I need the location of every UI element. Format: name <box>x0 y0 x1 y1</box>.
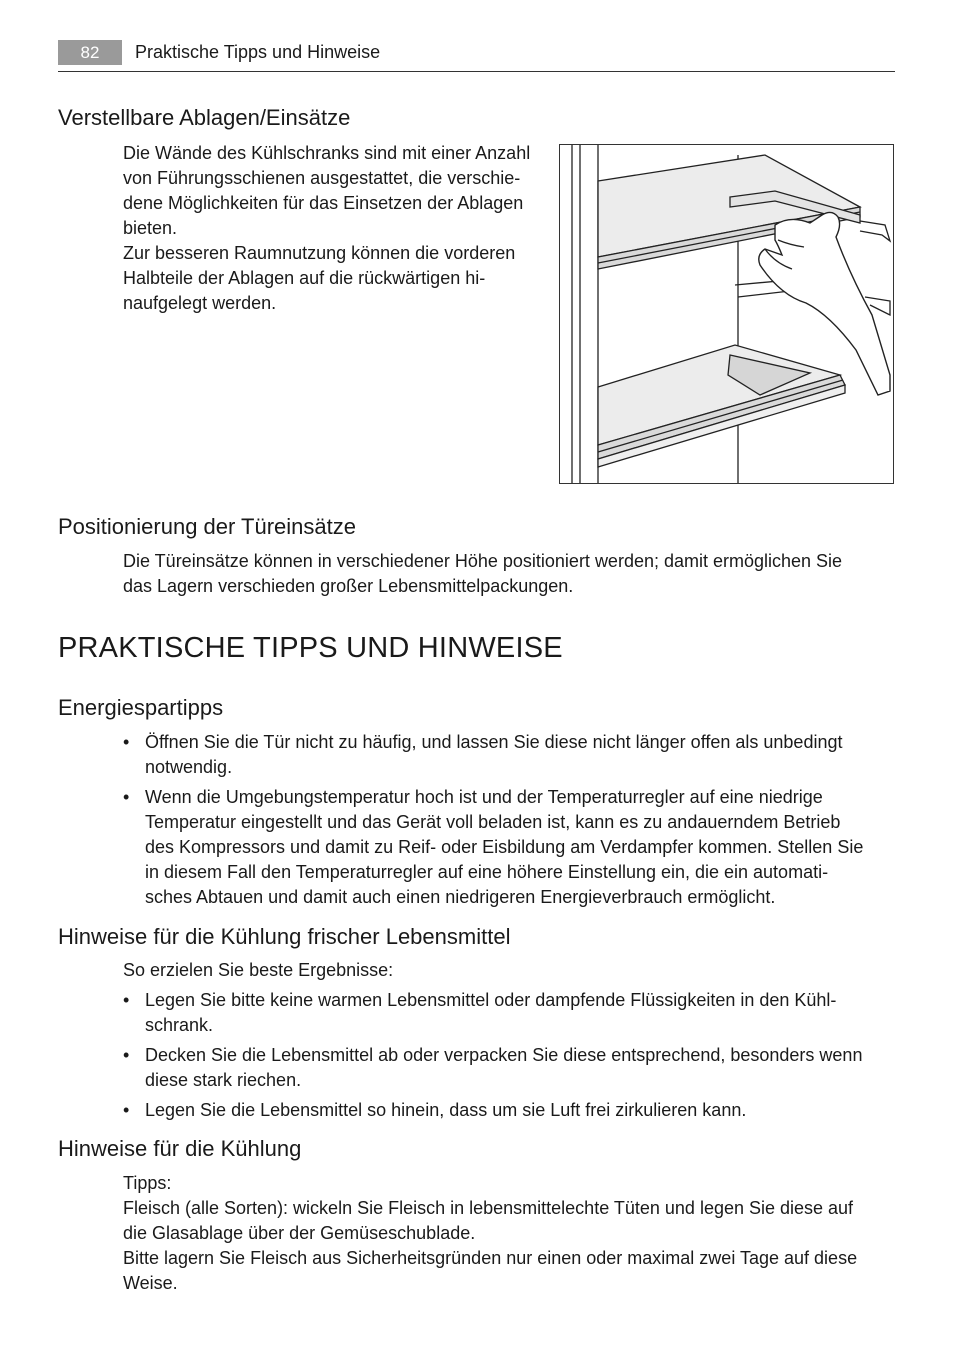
shelf-illustration <box>559 144 894 484</box>
text-line: diese stark riechen. <box>145 1070 302 1090</box>
para-tuereinsaetze <box>123 549 842 599</box>
list-frisch <box>123 988 862 1128</box>
heading-tuereinsaetze: Positionierung der Türeinsätze <box>58 514 356 539</box>
text-line: bieten. <box>123 218 178 238</box>
para-ablagen <box>123 141 530 316</box>
bullet-icon: • <box>123 732 130 752</box>
shelf-drawing <box>560 145 893 483</box>
text-line: Fleisch (alle Sorten): wickeln Sie Fleisch in lebensmittelechte Tüten und legen Sie diese auf <box>123 1198 854 1218</box>
text-line: Halbteile der Ablagen auf die rückwärtigen hi- <box>123 268 486 288</box>
page-header <box>58 40 895 72</box>
bullet-icon: • <box>123 990 130 1010</box>
main-title: PRAKTISCHE TIPPS UND HINWEISE <box>58 632 563 664</box>
text-line: das Lagern verschieden großer Lebensmittelpackungen. <box>123 576 574 596</box>
text-line: Decken Sie die Lebensmittel ab oder verpacken Sie diese entsprechend, besonders wenn <box>145 1045 863 1065</box>
text-line: Tipps: <box>123 1173 172 1193</box>
bullet-icon: • <box>123 1045 130 1065</box>
intro-frisch <box>123 958 393 983</box>
text-line: naufgelegt werden. <box>123 293 277 313</box>
bullet-icon: • <box>123 1100 130 1120</box>
text-line: sches Abtauen und damit auch einen niedrigeren Energieverbrauch ermöglicht. <box>145 887 776 907</box>
text-line: notwendig. <box>145 757 233 777</box>
heading-kuehlung: Hinweise für die Kühlung <box>58 1136 302 1161</box>
text-line: Temperatur eingestellt und das Gerät voll beladen ist, kann es zu andauerndem Betrieb <box>145 812 841 832</box>
heading-energie: Energiespartipps <box>58 695 224 720</box>
running-title: Praktische Tipps und Hinweise <box>135 42 381 62</box>
list-energie <box>123 730 863 915</box>
text-line: Die Wände des Kühlschranks sind mit einer Anzahl <box>123 143 531 163</box>
text-line: in diesem Fall den Temperaturregler auf eine höhere Einstellung ein, die ein automati- <box>145 862 829 882</box>
list-item <box>123 988 862 1038</box>
text-line: Die Türeinsätze können in verschiedener Höhe positioniert werden; damit ermöglichen Sie <box>123 551 843 571</box>
text-line: Weise. <box>123 1273 178 1293</box>
text-line: von Führungsschienen ausgestattet, die verschie- <box>123 168 521 188</box>
text-line: So erzielen Sie beste Ergebnisse: <box>123 960 394 980</box>
text-line: Legen Sie bitte keine warmen Lebensmittel oder dampfende Flüssigkeiten in den Kühl- <box>145 990 837 1010</box>
text-line: Öffnen Sie die Tür nicht zu häufig, und lassen Sie diese nicht länger offen als unbedingt <box>145 732 843 752</box>
list-item <box>123 730 863 780</box>
list-item <box>123 1098 862 1123</box>
text-line: dene Möglichkeiten für das Einsetzen der Ablagen <box>123 193 524 213</box>
text-line: Wenn die Umgebungstemperatur hoch ist und der Temperaturregler auf eine niedrige <box>145 787 823 807</box>
heading-frisch: Hinweise für die Kühlung frischer Lebensmittel <box>58 924 511 949</box>
bullet-icon: • <box>123 787 130 807</box>
text-line: schrank. <box>145 1015 214 1035</box>
list-item <box>123 1043 862 1093</box>
list-item <box>123 785 863 910</box>
text-line: des Kompressors und damit zu Reif- oder Eisbildung am Verdampfer kommen. Stellen Sie <box>145 837 864 857</box>
heading-ablagen: Verstellbare Ablagen/Einsätze <box>58 105 351 130</box>
text-line: die Glasablage über der Gemüseschublade. <box>123 1223 476 1243</box>
text-line: Legen Sie die Lebensmittel so hinein, dass um sie Luft frei zirkulieren kann. <box>145 1100 747 1120</box>
para-kuehlung <box>123 1171 857 1296</box>
page-number: 82 <box>58 40 122 65</box>
text-line: Bitte lagern Sie Fleisch aus Sicherheitsgründen nur einen oder maximal zwei Tage auf diese <box>123 1248 858 1268</box>
text-line: Zur besseren Raumnutzung können die vorderen <box>123 243 516 263</box>
